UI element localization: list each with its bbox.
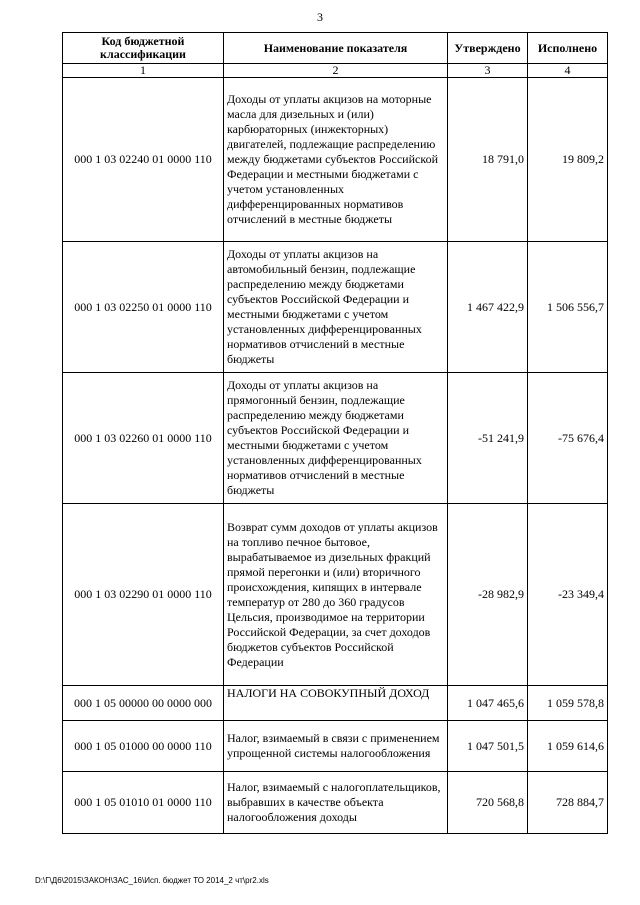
row-executed: 1 059 614,6 bbox=[528, 721, 608, 772]
column-number: 4 bbox=[528, 64, 608, 78]
row-executed: 19 809,2 bbox=[528, 78, 608, 242]
table-row bbox=[63, 242, 608, 373]
column-number: 1 bbox=[63, 64, 224, 78]
table-row bbox=[63, 721, 608, 772]
column-number: 2 bbox=[224, 64, 448, 78]
table-row bbox=[63, 78, 608, 242]
row-approved: 1 047 465,6 bbox=[448, 686, 528, 721]
row-executed: -23 349,4 bbox=[528, 504, 608, 686]
table-row bbox=[63, 772, 608, 834]
page-number: 3 bbox=[317, 10, 323, 24]
table-row bbox=[63, 373, 608, 504]
row-code: 000 1 03 02250 01 0000 110 bbox=[63, 242, 224, 373]
table-row bbox=[63, 504, 608, 686]
row-executed: 1 059 578,8 bbox=[528, 686, 608, 721]
row-executed: -75 676,4 bbox=[528, 373, 608, 504]
header-code: Код бюджетной классификации bbox=[63, 33, 224, 64]
row-name: Доходы от уплаты акцизов на автомобильный бензин, подлежащие распределению между бюджетами субъектов Российской Федерации и местными бюджетами с учетом установленных дифференцированных нормативов отчислений в местные бюджеты bbox=[224, 242, 448, 373]
table-row bbox=[63, 686, 608, 721]
header-approved: Утверждено bbox=[448, 33, 528, 64]
row-code: 000 1 03 02240 01 0000 110 bbox=[63, 78, 224, 242]
file-path-footer: D:\Г\Д6\2015\ЗАКОН\ЗАС_16\Исп. бюджет ТО 2014_2 чт\pr2.xls bbox=[35, 876, 269, 885]
row-approved: 720 568,8 bbox=[448, 772, 528, 834]
row-name: Налог, взимаемый в связи с применением упрощенной системы налогообложения bbox=[224, 721, 448, 772]
row-code: 000 1 05 01010 01 0000 110 bbox=[63, 772, 224, 834]
column-number: 3 bbox=[448, 64, 528, 78]
row-code: 000 1 05 00000 00 0000 000 bbox=[63, 686, 224, 721]
row-approved: 18 791,0 bbox=[448, 78, 528, 242]
row-executed: 1 506 556,7 bbox=[528, 242, 608, 373]
row-approved: -28 982,9 bbox=[448, 504, 528, 686]
row-name: Доходы от уплаты акцизов на прямогонный бензин, подлежащие распределению между бюджетами субъектов Российской Федерации и местными бюджетами с учетом установленных дифференцированных нормативов отчислений в местные бюджеты bbox=[224, 373, 448, 504]
table-header-row bbox=[63, 33, 608, 64]
row-code: 000 1 03 02290 01 0000 110 bbox=[63, 504, 224, 686]
row-code: 000 1 03 02260 01 0000 110 bbox=[63, 373, 224, 504]
budget-table bbox=[62, 32, 608, 834]
row-approved: 1 467 422,9 bbox=[448, 242, 528, 373]
row-approved: 1 047 501,5 bbox=[448, 721, 528, 772]
row-name: Налог, взимаемый с налогоплательщиков, выбравших в качестве объекта налогообложения доходы bbox=[224, 772, 448, 834]
row-name: Доходы от уплаты акцизов на моторные масла для дизельных и (или) карбюраторных (инжекторных) двигателей, подлежащие распределению между бюджетами субъектов Российской Федерации и местными бюджетами с учетом установленных дифференцированных нормативов отчислений в местные бюджеты bbox=[224, 78, 448, 242]
row-name: Возврат сумм доходов от уплаты акцизов на топливо печное бытовое, вырабатываемое из дизельных фракций прямой перегонки и (или) вторичного происхождения, кипящих в интервале температур от 280 до 360 градусов Цельсия, производимое на территории Российской Федерации, за счет доходов бюджетов субъектов Российской Федерации bbox=[224, 504, 448, 686]
row-name: НАЛОГИ НА СОВОКУПНЫЙ ДОХОД bbox=[224, 686, 448, 721]
header-executed: Исполнено bbox=[528, 33, 608, 64]
row-executed: 728 884,7 bbox=[528, 772, 608, 834]
row-approved: -51 241,9 bbox=[448, 373, 528, 504]
column-number-row bbox=[63, 64, 608, 78]
header-name: Наименование показателя bbox=[224, 33, 448, 64]
row-code: 000 1 05 01000 00 0000 110 bbox=[63, 721, 224, 772]
